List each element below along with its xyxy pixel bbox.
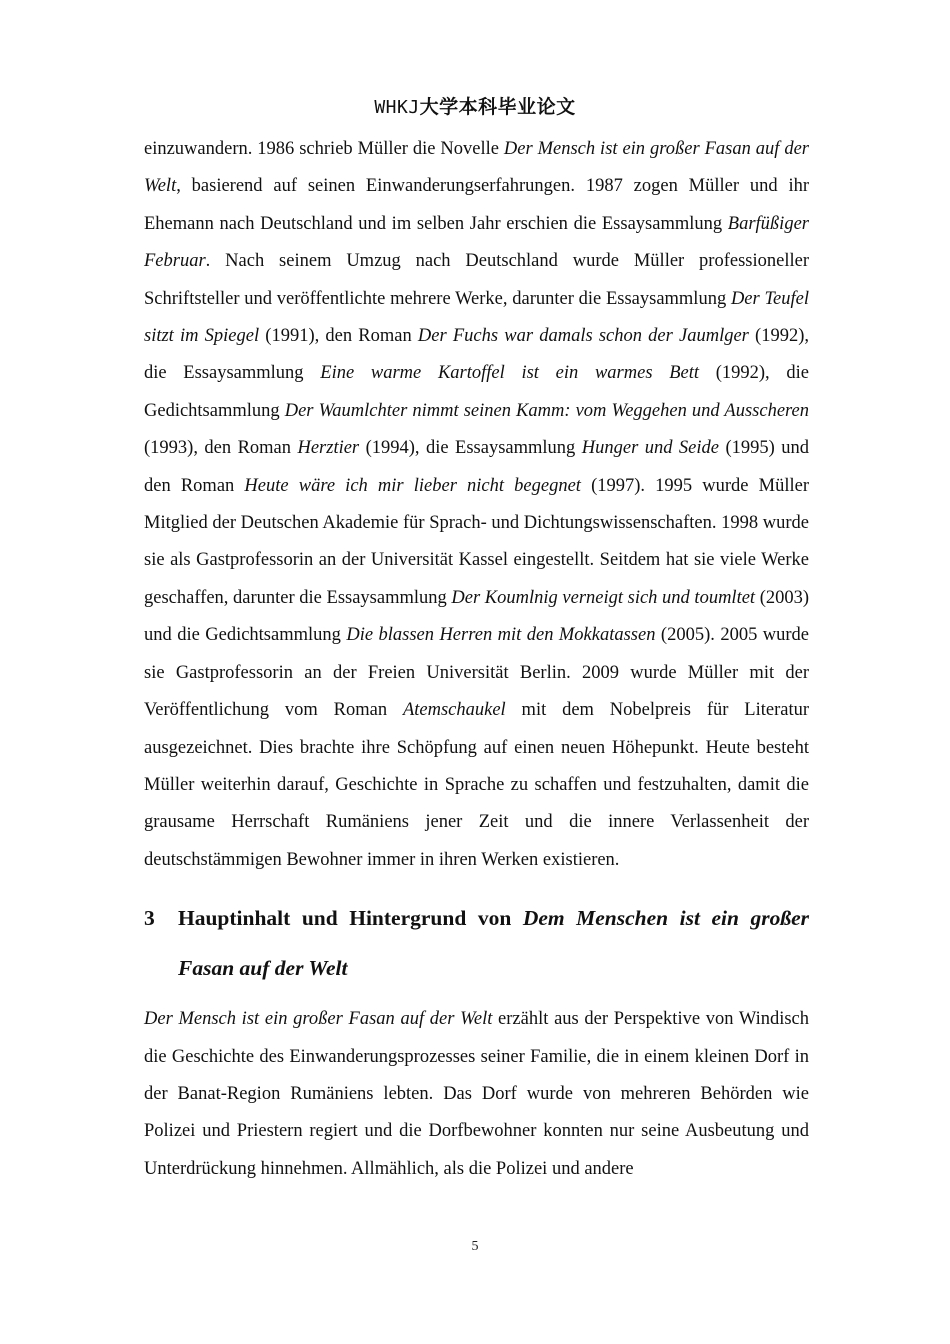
italic-text-run: Der Fuchs war damals schon der Jaumlger	[417, 326, 749, 347]
page-number: 5	[471, 1239, 479, 1254]
text-run: einzuwandern. 1986 schrieb Müller die Novelle	[144, 139, 504, 159]
italic-text-run: Eine warme Kartoffel ist ein warmes Bett	[320, 363, 700, 384]
italic-text-run: Herztier	[297, 438, 360, 459]
section-heading	[144, 893, 809, 993]
paragraph-summary	[144, 1001, 809, 1188]
italic-text-run: Der Mensch ist ein großer Fasan auf der Welt	[144, 139, 809, 197]
italic-text-run: Der Koumlnig verneigt sich und toumltet	[451, 587, 756, 608]
text-run: (1992), die Essaysammlung	[144, 326, 809, 384]
section-number: 3	[144, 906, 155, 931]
header-institution-code: WHKJ	[374, 97, 420, 118]
italic-text-run: Heute wäre ich mir lieber nicht begegnet	[244, 475, 581, 496]
body-content	[144, 131, 809, 1188]
italic-text-run: Der Mensch ist ein großer Fasan auf der Welt	[144, 1009, 493, 1030]
italic-text-run: Hunger und Seide	[581, 438, 719, 459]
header-thesis-label: 大学本科毕业论文	[419, 96, 576, 118]
text-run: mit dem Nobelpreis für Literatur ausgezeichnet. Dies brachte ihre Schöpfung auf einen neuen Höhepunkt. Heute besteht Müller weiterhin darauf, Geschichte in Sprache zu schaffen und festzuhalten, damit die grausame Herrschaft Rumäniens jener Zeit und die innere Verlassenheit der deutschstämmigen Bewohner immer in ihren Werken existieren.	[144, 700, 809, 870]
italic-text-run: Der Waumlchter nimmt seinen Kamm: vom Weggehen und Ausscheren	[284, 400, 810, 421]
text-run: (1997). 1995 wurde Müller Mitglied der Deutschen Akademie für Sprach- und Dichtungswissenschaften. 1998 wurde sie als Gastprofessorin an der Universität Kassel eingestellt. Seitdem hat sie viele Werke geschaffen, darunter die Essaysammlung	[144, 475, 810, 608]
text-run: (1995) und den Roman	[144, 438, 809, 496]
text-run: (1993), den Roman	[144, 438, 298, 459]
text-run: (2005). 2005 wurde sie Gastprofessorin an der Freien Universität Berlin. 2009 wurde Müller mit der Veröffentlichung vom Roman	[144, 625, 810, 721]
text-run: (1992), die Gedichtsammlung	[144, 363, 809, 421]
text-run: (1991), den Roman	[259, 326, 418, 347]
text-run: (2003) und die Gedichtsammlung	[144, 587, 810, 646]
text-run: , basierend auf seinen Einwanderungserfahrungen. 1987 zogen Müller und ihr Ehemann nach Deutschland und im selben Jahr erschien die Essaysammlung	[144, 176, 809, 234]
paragraph-biography	[144, 131, 809, 879]
running-header	[0, 94, 950, 121]
text-run: Hauptinhalt und Hintergrund von	[178, 906, 523, 931]
text-run: . Nach seinem Umzug nach Deutschland wurde Müller professioneller Schriftsteller und veröffentlichte mehrere Werke, darunter die Essaysammlung	[144, 251, 809, 309]
italic-text-run: Die blassen Herren mit den Mokkatassen	[346, 625, 656, 646]
text-run: erzählt aus der Perspektive von Windisch die Geschichte des Einwanderungsprozesses seiner Familie, die in einem kleinen Dorf in der Banat-Region Rumäniens lebten. Das Dorf wurde von mehreren Behörden wie Polizei und Priestern regiert und die Dorfbewohner konnten nur seine Ausbeutung und Unterdrückung hinnehmen. Allmählich, als die Polizei und andere	[144, 1009, 810, 1179]
italic-text-run: Der Teufel sitzt im Spiegel	[144, 288, 809, 347]
italic-text-run: Atemschaukel	[402, 700, 506, 721]
italic-text-run: Dem Menschen ist ein großer Fasan auf der Welt	[178, 906, 809, 981]
text-run: (1994), die Essaysammlung	[359, 438, 582, 459]
section-title	[178, 893, 809, 993]
italic-text-run: Barfüßiger Februar	[144, 213, 809, 272]
